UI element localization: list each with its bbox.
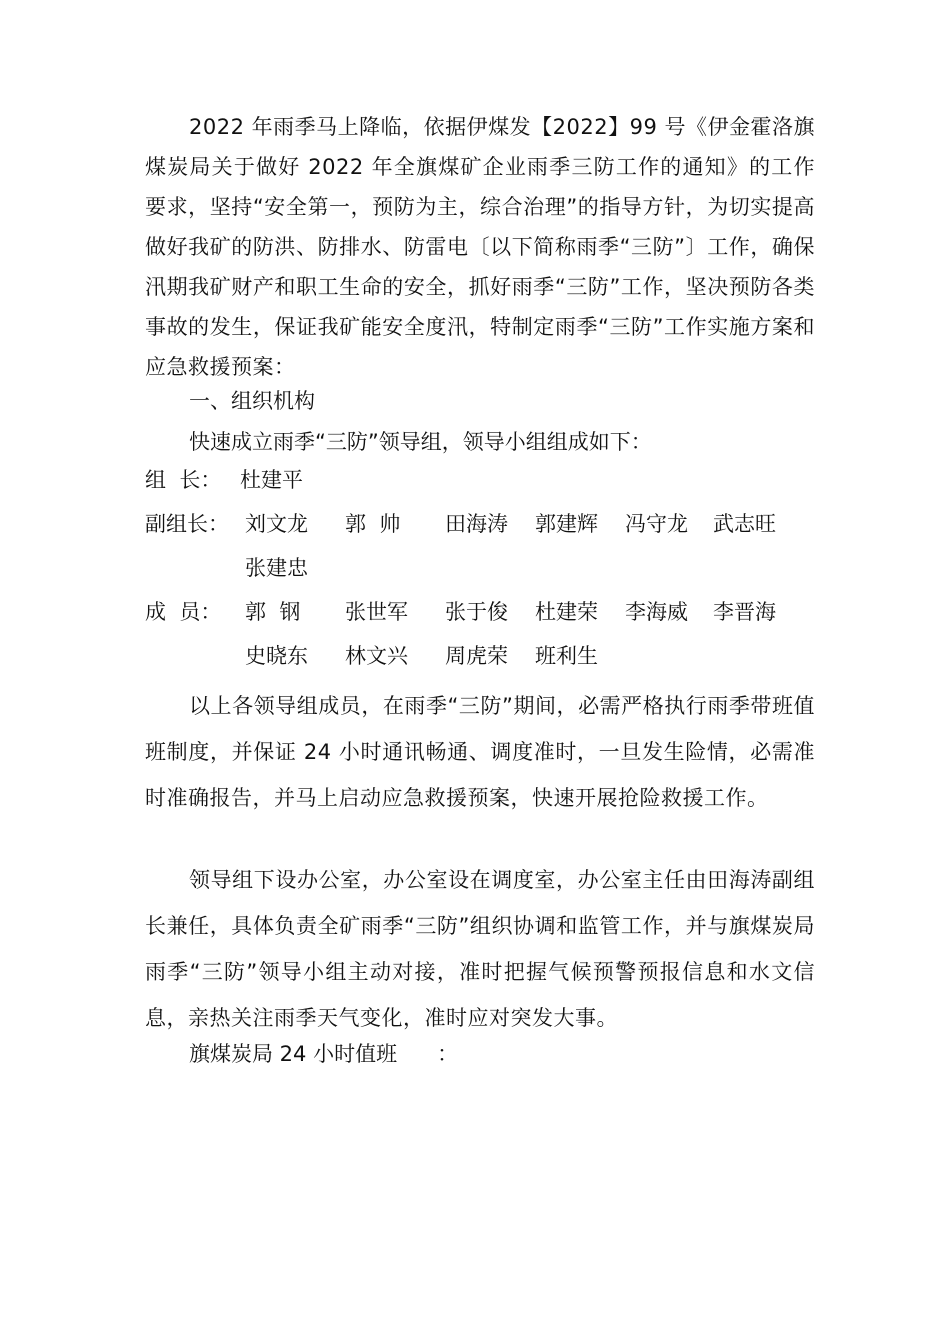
member-name: 林文兴	[345, 644, 408, 668]
member-label: 成 员：	[145, 600, 222, 624]
leader-name: 杜建平	[240, 468, 303, 492]
member-name: 郭 钢	[245, 600, 301, 624]
deputy-name: 武志旺	[713, 512, 776, 536]
member-name: 杜建荣	[535, 600, 598, 624]
deputy-name: 田海涛	[445, 512, 508, 536]
section-heading: 一、组织机构	[189, 389, 315, 413]
deputy-name: 冯守龙	[625, 512, 688, 536]
member-name: 李晋海	[713, 600, 776, 624]
deputy-name: 刘文龙	[245, 512, 308, 536]
leader-label: 组 长：	[145, 468, 222, 492]
paragraph-duty: 以上各领导组成员，在雨季“三防”期间，必需严格执行雨季带班值班制度，并保证 24 小时通讯畅通、调度准时，一旦发生险情，必需准时准确报告，并马上启动应急救援预案，快速开展抢险救援工作。	[145, 694, 815, 810]
paragraph-office: 领导组下设办公室，办公室设在调度室，办公室主任由田海涛副组长兼任，具体负责全矿雨季“三防”组织协调和监管工作，并与旗煤炭局雨季“三防”领导小组主动对接，准时把握气候预警预报信息和水文信息，亲热关注雨季天气变化，准时应对突发大事。	[145, 868, 815, 1030]
member-name: 周虎荣	[445, 644, 508, 668]
member-name: 张于俊	[445, 600, 508, 624]
member-name: 张世军	[345, 600, 408, 624]
deputy-name: 郭建辉	[535, 512, 598, 536]
deputy-name: 张建忠	[245, 556, 308, 580]
member-name: 李海威	[625, 600, 688, 624]
member-name: 史晓东	[245, 644, 308, 668]
deputy-name: 郭 帅	[345, 512, 401, 536]
deputy-label: 副组长：	[145, 512, 229, 536]
hotline-line: 旗煤炭局 24 小时值班 ：	[189, 1042, 459, 1066]
paragraph-intro: 2022 年雨季马上降临，依据伊煤发【2022】99 号《伊金霍洛旗煤炭局关于做好 2022 年全旗煤矿企业雨季三防工作的通知》的工作要求，坚持“安全第一，预防为主，综合治理”的指导方针，为切实提高做好我矿的防洪、防排水、防雷电〔以下简称雨季“三防”〕工作，确保汛期我矿财产和职工生命的安全，抓好雨季“三防”工作，坚决预防各类事故的发生，保证我矿能安全度汛，特制定雨季“三防”工作实施方案和应急救援预案：	[145, 115, 815, 379]
group-intro: 快速成立雨季“三防”领导组，领导小组组成如下：	[189, 430, 652, 454]
member-name: 班利生	[535, 644, 598, 668]
